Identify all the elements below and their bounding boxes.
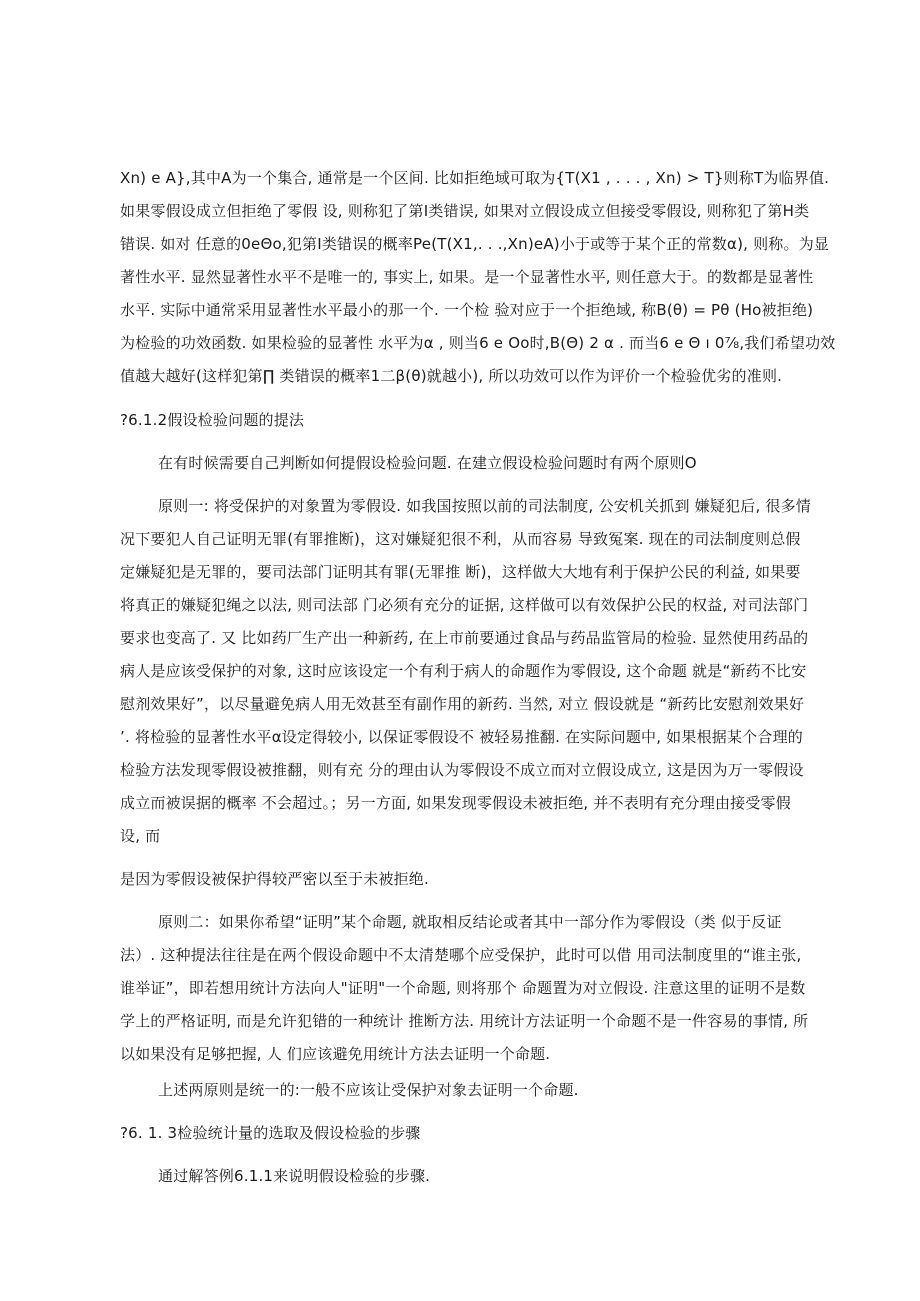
section-intro-text: 在有时候需要自己判断如何提假设检验问题. 在建立假设检验问题时有两个原则O [158, 454, 697, 472]
principle-two-line: 学上的严格证明, 而是允许犯错的一种统计 推断方法. 用统计方法证明一个命题不是一件容易的事情, 所 [120, 1012, 809, 1030]
principle-two-line: 法）. 这种提法往往是在两个假设命题中不太清楚哪个应受保护，此时可以借 用司法制度里的“谁主张, [120, 946, 802, 964]
principle-one-line: 成立而被误据的概率 不会超过。；另一方面, 如果发现零假设未被拒绝, 并不表明有充分理由接受零假 [120, 794, 791, 812]
principle-one-line: 要求也变高了. 又 比如药厂生产出一种新药, 在上市前要通过食品与药品监管局的检验. 显然使用药品的 [120, 629, 809, 647]
principle-one-line: 定嫌疑犯是无罪的，要司法部门证明其有罪(无罪推 断)，这样做大大地有利于保护公民的利益, 如果要 [120, 563, 801, 581]
principle-one-line: 设, 而 [120, 827, 161, 845]
intro-line: 值越大越好(这样犯第∏ 类错误的概率1二β(θ)就越小), 所以功效可以作为评价一个检验优劣的准则. [120, 367, 783, 385]
principle-one-line: 将真正的嫌疑犯绳之以法, 则司法部 门必须有充分的证据, 这样做可以有效保护公民的权益, 对司法部门 [120, 596, 809, 614]
section-heading-6-1-3: ?6. 1. 3检验统计量的选取及假设检验的步骤 [120, 1124, 421, 1142]
principle-one-line: 慰剂效果好”，以尽量避免病人用无效甚至有副作用的新药. 当然, 对立 假设就是 “新药比安慰剂效果好 [120, 695, 805, 713]
intro-line: 著性水平. 显然显著性水平不是唯一的, 事实上, 如果。是一个显著性水平, 则任意大于。的数都是显著性 [120, 268, 814, 286]
principles-summary: 上述两原则是统一的:一般不应该让受保护对象去证明一个命题. [158, 1081, 579, 1099]
intro-line: 为检验的功效函数. 如果检验的显著性 水平为α , 则当6 e Oo时,B(Θ) 2 α . 而当6 e Θ ı 0⅞,我们希望功效 [120, 334, 836, 352]
principle-one-line: 原则一: 将受保护的对象置为零假设. 如我国按照以前的司法制度, 公安机关抓到 嫌疑犯后, 很多情 [158, 497, 812, 515]
principle-one-line: 况下要犯人自己证明无罪(有罪推断)，这对嫌疑犯很不利，从而容易 导致冤案. 现在的司法制度则总假 [120, 530, 801, 548]
principle-two-line: 以如果没有足够把握, 人 们应该避免用统计方法去证明一个命题. [120, 1045, 551, 1063]
principle-one-end: 是因为零假设被保护得较严密以至于未被拒绝. [120, 870, 429, 888]
principle-one-line: 病人是应该受保护的对象, 这时应该设定一个有利于病人的命题作为零假设, 这个命题 就是“新药不比安 [120, 662, 807, 680]
intro-line: 错误. 如对 任意的0eΘo,犯第I类错误的概率Pe(T(X1,. . .,Xn)eA)小于或等于某个正的常数α), 则称。为显 [120, 235, 830, 253]
intro-line: 水平. 实际中通常采用显著性水平最小的那一个. 一个检 验对应于一个拒绝域, 称B(θ) = Pθ (Ho被拒绝) [120, 301, 814, 319]
intro-line: 如果零假设成立但拒绝了零假 设, 则称犯了第I类错误, 如果对立假设成立但接受零假设, 则称犯了第H类 [120, 202, 810, 220]
principle-one-line: ’. 将检验的显著性水平α设定得较小, 以保证零假设不 被轻易推翻. 在实际问题中, 如果根据某个合理的 [120, 728, 803, 746]
intro-line: Xn) e A},其中A为一个集合, 通常是一个区间. 比如拒绝域可取为{T(X1 , . . . , Xn) > T}则称T为临界值. [120, 169, 830, 187]
principle-two-line: 原则二：如果你希望“证明”某个命题, 就取相反结论或者其中一部分作为零假设（类 似于反证 [158, 913, 782, 931]
section-heading-6-1-2: ?6.1.2假设检验问题的提法 [120, 411, 305, 429]
principle-two-line: 谁举证”，即若想用统计方法向人"证明"一个命题, 则将那个 命题置为对立假设. 注意这里的证明不是数 [120, 979, 806, 997]
principle-one-line: 检验方法发现零假设被推翻，则有充 分的理由认为零假设不成立而对立假设成立, 这是因为万一零假设 [120, 761, 804, 779]
section-6-1-3-text: 通过解答例6.1.1来说明假设检验的步骤. [158, 1167, 431, 1185]
